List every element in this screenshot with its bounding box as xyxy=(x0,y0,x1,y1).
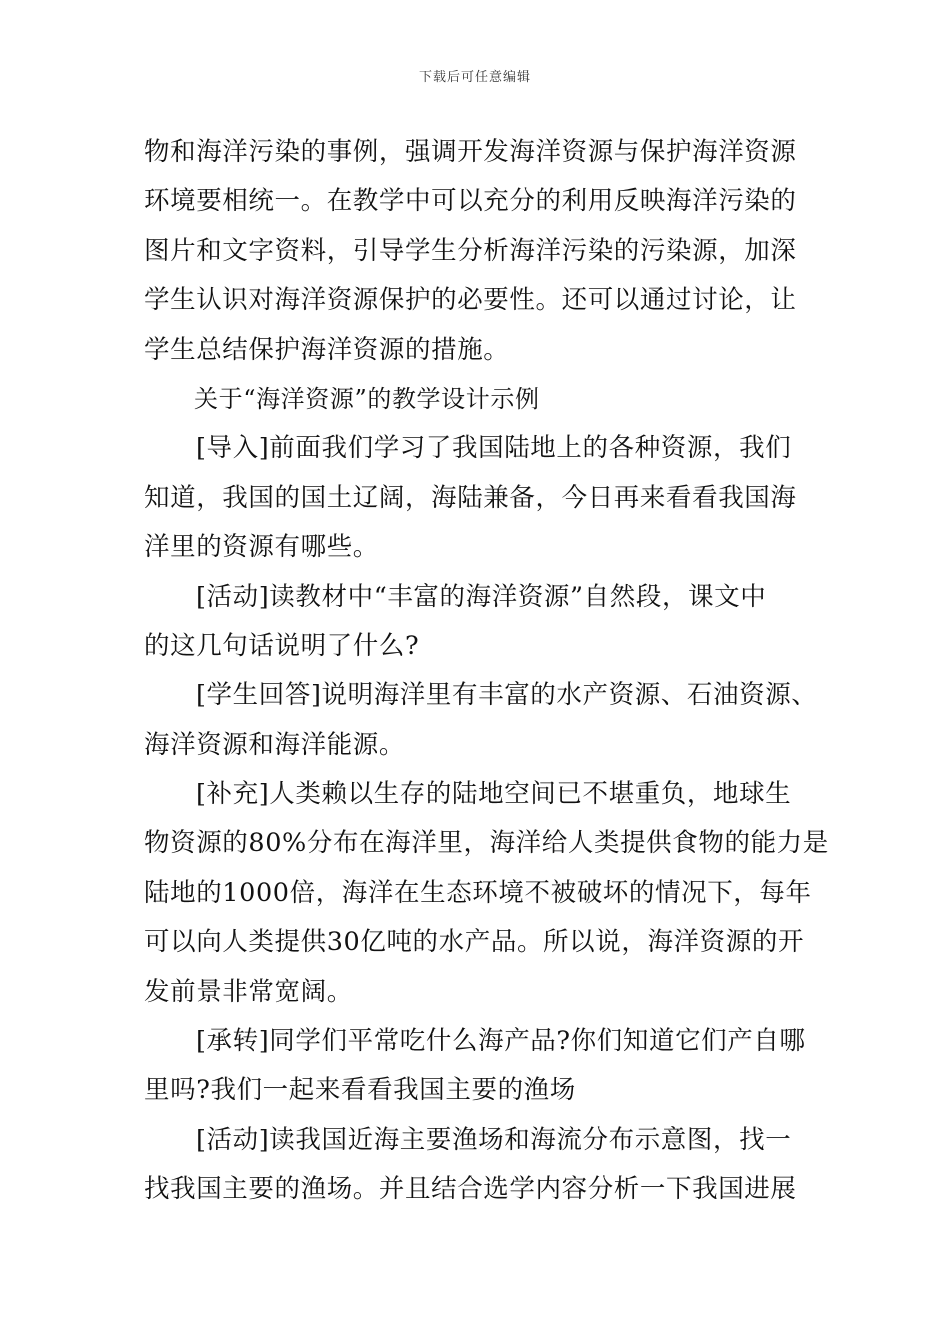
text-line: 知道，我国的国土辽阔，海陆兼备，今日再来看看我国海 xyxy=(144,482,797,513)
text-line: 学生认识对海洋资源保护的必要性。还可以通过讨论，让 xyxy=(144,285,797,316)
document-body xyxy=(144,128,829,1215)
text-line: 环境要相统一。在教学中可以充分的利用反映海洋污染的 xyxy=(144,186,797,217)
text-line: [导入]前面我们学习了我国陆地上的各种资源，我们 xyxy=(196,433,792,464)
text-line: 的这几句话说明了什么? xyxy=(144,630,420,661)
text-line: [学生回答]说明海洋里有丰富的水产资源、石油资源、 xyxy=(196,680,818,711)
text-line: [补充]人类赖以生存的陆地空间已不堪重负，地球生 xyxy=(196,779,792,810)
text-line: 陆地的1000倍，海洋在生态环境不被破坏的情况下，每年 xyxy=(144,877,812,908)
text-line: 学生总结保护海洋资源的措施。 xyxy=(144,334,510,365)
section-heading: 关于“海洋资源”的教学设计示例 xyxy=(194,384,540,413)
text-line: 里吗?我们一起来看看我国主要的渔场 xyxy=(144,1075,576,1106)
text-line: 洋里的资源有哪些。 xyxy=(144,532,379,563)
text-line: 图片和文字资料，引导学生分析海洋污染的污染源，加深 xyxy=(144,235,797,266)
text-line: [活动]读教材中“丰富的海洋资源”自然段，课文中 xyxy=(196,581,767,612)
text-line: 发前景非常宽阔。 xyxy=(144,976,353,1007)
text-line: 找我国主要的渔场。并且结合选学内容分析一下我国进展 xyxy=(144,1174,797,1205)
text-line: 物资源的80%分布在海洋里，海洋给人类提供食物的能力是 xyxy=(144,828,829,859)
text-line: [活动]读我国近海主要渔场和海流分布示意图，找一 xyxy=(196,1124,792,1155)
text-line: 可以向人类提供30亿吨的水产品。所以说，海洋资源的开 xyxy=(144,927,805,958)
page-header: 下载后可任意编辑 xyxy=(418,70,531,85)
text-line: 海洋资源和海洋能源。 xyxy=(144,729,406,760)
text-line: 物和海洋污染的事例，强调开发海洋资源与保护海洋资源 xyxy=(144,137,797,167)
text-line: [承转]同学们平常吃什么海产品?你们知道它们产自哪 xyxy=(196,1026,806,1057)
